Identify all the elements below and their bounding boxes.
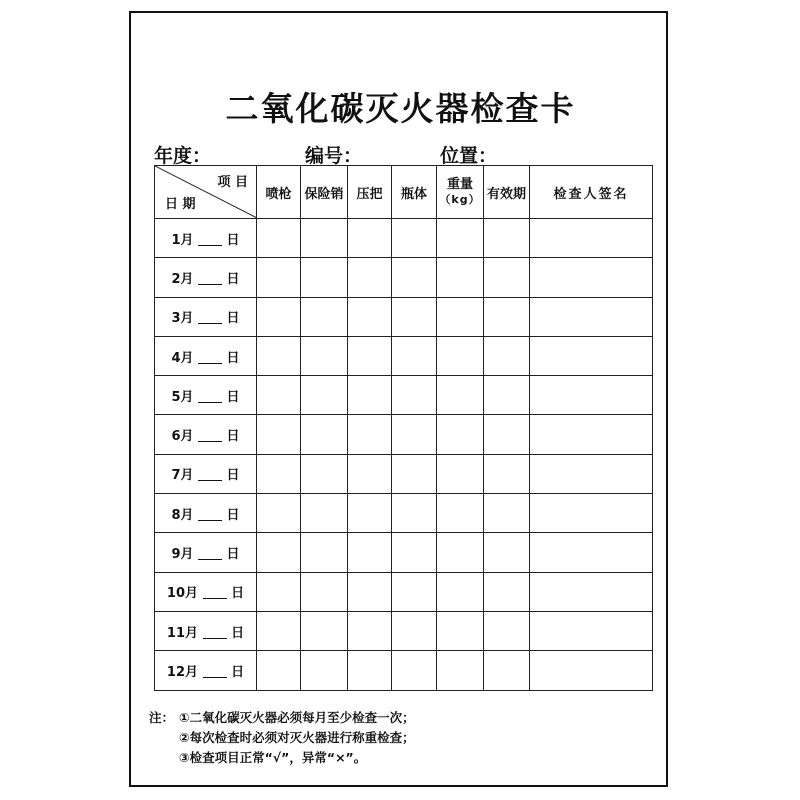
inspection-entry-cell[interactable] bbox=[530, 494, 653, 533]
year-label: 年度： bbox=[154, 145, 212, 167]
day-suffix: 日 bbox=[226, 468, 240, 484]
day-blank-line bbox=[198, 468, 222, 481]
month-date-cell bbox=[155, 336, 257, 375]
table-row bbox=[155, 258, 653, 297]
inspection-entry-cell[interactable] bbox=[301, 415, 348, 454]
inspection-entry-cell[interactable] bbox=[392, 651, 437, 690]
inspection-entry-cell[interactable] bbox=[484, 454, 530, 493]
notes-lead: 注： bbox=[149, 710, 175, 725]
note-line-1 bbox=[149, 708, 415, 728]
inspection-entry-cell[interactable] bbox=[301, 533, 348, 572]
inspection-entry-cell[interactable] bbox=[437, 258, 484, 297]
day-blank-line bbox=[203, 586, 227, 599]
inspection-card bbox=[129, 11, 668, 787]
month-date-cell bbox=[155, 611, 257, 650]
inspection-entry-cell[interactable] bbox=[348, 258, 392, 297]
table-row bbox=[155, 376, 653, 415]
inspection-entry-cell[interactable] bbox=[437, 611, 484, 650]
inspection-entry-cell[interactable] bbox=[348, 494, 392, 533]
month-label: 11月 bbox=[166, 625, 198, 641]
inspection-entry-cell[interactable] bbox=[484, 611, 530, 650]
month-date-cell bbox=[155, 258, 257, 297]
inspection-entry-cell[interactable] bbox=[484, 376, 530, 415]
column-header-inspector-signature: 检查人签名 bbox=[530, 166, 653, 219]
note-line-3 bbox=[149, 748, 415, 768]
table-row bbox=[155, 415, 653, 454]
inspection-entry-cell[interactable] bbox=[437, 376, 484, 415]
day-suffix: 日 bbox=[226, 311, 240, 327]
inspection-entry-cell[interactable] bbox=[257, 376, 301, 415]
table-header-row bbox=[155, 166, 653, 219]
month-date-cell bbox=[155, 376, 257, 415]
inspection-entry-cell[interactable] bbox=[530, 533, 653, 572]
inspection-table bbox=[154, 165, 653, 691]
inspection-entry-cell[interactable] bbox=[348, 454, 392, 493]
inspection-entry-cell[interactable] bbox=[484, 219, 530, 258]
table-row bbox=[155, 611, 653, 650]
month-label: 6月 bbox=[171, 429, 194, 445]
inspection-entry-cell[interactable] bbox=[257, 258, 301, 297]
inspection-entry-cell[interactable] bbox=[392, 494, 437, 533]
month-date-cell bbox=[155, 297, 257, 336]
inspection-entry-cell[interactable] bbox=[348, 572, 392, 611]
inspection-entry-cell[interactable] bbox=[530, 572, 653, 611]
inspection-entry-cell[interactable] bbox=[257, 454, 301, 493]
month-date-cell bbox=[155, 219, 257, 258]
day-blank-line bbox=[198, 547, 222, 560]
inspection-entry-cell[interactable] bbox=[348, 415, 392, 454]
inspection-entry-cell[interactable] bbox=[437, 219, 484, 258]
inspection-entry-cell[interactable] bbox=[392, 297, 437, 336]
month-label: 9月 bbox=[171, 547, 194, 563]
inspection-entry-cell[interactable] bbox=[437, 454, 484, 493]
inspection-entry-cell[interactable] bbox=[437, 572, 484, 611]
table-row bbox=[155, 336, 653, 375]
table-row bbox=[155, 494, 653, 533]
day-suffix: 日 bbox=[231, 586, 245, 602]
table-row bbox=[155, 651, 653, 690]
inspection-entry-cell[interactable] bbox=[301, 454, 348, 493]
inspection-entry-cell[interactable] bbox=[348, 533, 392, 572]
day-blank-line bbox=[198, 351, 222, 364]
day-blank-line bbox=[198, 233, 222, 246]
column-header-safety-pin: 保险销 bbox=[301, 166, 348, 219]
day-suffix: 日 bbox=[231, 625, 245, 641]
inspection-entry-cell[interactable] bbox=[301, 376, 348, 415]
column-header-nozzle: 喷枪 bbox=[257, 166, 301, 219]
number-label: 编号： bbox=[305, 145, 363, 167]
note-item: ②每次检查时必须对灭火器进行称重检查； bbox=[179, 730, 415, 745]
note-item: ③检查项目正常“√”，异常“×”。 bbox=[179, 750, 367, 765]
day-suffix: 日 bbox=[226, 429, 240, 445]
inspection-entry-cell[interactable] bbox=[392, 258, 437, 297]
inspection-entry-cell[interactable] bbox=[530, 651, 653, 690]
inspection-entry-cell[interactable] bbox=[392, 533, 437, 572]
table-row bbox=[155, 219, 653, 258]
inspection-entry-cell[interactable] bbox=[257, 297, 301, 336]
inspection-entry-cell[interactable] bbox=[484, 336, 530, 375]
inspection-entry-cell[interactable] bbox=[437, 415, 484, 454]
inspection-entry-cell[interactable] bbox=[392, 336, 437, 375]
inspection-entry-cell[interactable] bbox=[348, 219, 392, 258]
inspection-entry-cell[interactable] bbox=[348, 336, 392, 375]
month-label: 3月 bbox=[171, 311, 194, 327]
note-item: ①二氧化碳灭火器必须每月至少检查一次； bbox=[179, 710, 415, 725]
inspection-entry-cell[interactable] bbox=[257, 533, 301, 572]
card-title: 二氧化碳灭火器检查卡 bbox=[225, 89, 576, 128]
inspection-entry-cell[interactable] bbox=[530, 336, 653, 375]
month-date-cell bbox=[155, 415, 257, 454]
column-header-weight bbox=[437, 166, 484, 219]
inspection-entry-cell[interactable] bbox=[301, 219, 348, 258]
inspection-entry-cell[interactable] bbox=[484, 572, 530, 611]
location-label: 位置： bbox=[440, 145, 498, 167]
corner-item-label: 项 目 bbox=[217, 175, 248, 190]
column-header-expiry: 有效期 bbox=[484, 166, 530, 219]
day-suffix: 日 bbox=[226, 232, 240, 248]
inspection-entry-cell[interactable] bbox=[530, 258, 653, 297]
inspection-entry-cell[interactable] bbox=[392, 376, 437, 415]
day-suffix: 日 bbox=[226, 350, 240, 366]
day-blank-line bbox=[203, 626, 227, 639]
month-label: 4月 bbox=[171, 350, 194, 366]
month-label: 12月 bbox=[166, 664, 198, 680]
inspection-entry-cell[interactable] bbox=[437, 494, 484, 533]
month-label: 8月 bbox=[171, 507, 194, 523]
inspection-entry-cell[interactable] bbox=[348, 297, 392, 336]
day-blank-line bbox=[198, 272, 222, 285]
weight-label: 重量 bbox=[446, 177, 473, 192]
column-header-handle: 压把 bbox=[348, 166, 392, 219]
inspection-entry-cell[interactable] bbox=[301, 572, 348, 611]
month-label: 1月 bbox=[171, 232, 194, 248]
inspection-entry-cell[interactable] bbox=[484, 258, 530, 297]
day-blank-line bbox=[198, 390, 222, 403]
inspection-entry-cell[interactable] bbox=[530, 611, 653, 650]
month-date-cell bbox=[155, 651, 257, 690]
inspection-entry-cell[interactable] bbox=[348, 376, 392, 415]
inspection-entry-cell[interactable] bbox=[437, 533, 484, 572]
inspection-entry-cell[interactable] bbox=[257, 415, 301, 454]
inspection-entry-cell[interactable] bbox=[484, 494, 530, 533]
table-row bbox=[155, 454, 653, 493]
month-date-cell bbox=[155, 533, 257, 572]
inspection-entry-cell[interactable] bbox=[301, 651, 348, 690]
inspection-entry-cell[interactable] bbox=[437, 336, 484, 375]
day-suffix: 日 bbox=[226, 271, 240, 287]
table-row bbox=[155, 533, 653, 572]
month-date-cell bbox=[155, 494, 257, 533]
inspection-entry-cell[interactable] bbox=[484, 297, 530, 336]
month-label: 7月 bbox=[171, 468, 194, 484]
inspection-entry-cell[interactable] bbox=[392, 454, 437, 493]
inspection-entry-cell[interactable] bbox=[530, 297, 653, 336]
inspection-entry-cell[interactable] bbox=[257, 219, 301, 258]
inspection-entry-cell[interactable] bbox=[257, 651, 301, 690]
month-label: 10月 bbox=[166, 586, 198, 602]
inspection-entry-cell[interactable] bbox=[437, 651, 484, 690]
day-blank-line bbox=[198, 508, 222, 521]
inspection-entry-cell[interactable] bbox=[348, 651, 392, 690]
notes-block bbox=[149, 708, 415, 768]
inspection-entry-cell[interactable] bbox=[392, 415, 437, 454]
inspection-entry-cell[interactable] bbox=[348, 611, 392, 650]
inspection-entry-cell[interactable] bbox=[392, 572, 437, 611]
inspection-entry-cell[interactable] bbox=[257, 611, 301, 650]
corner-date-label: 日 期 bbox=[165, 197, 196, 212]
day-suffix: 日 bbox=[226, 389, 240, 405]
inspection-entry-cell[interactable] bbox=[301, 494, 348, 533]
inspection-entry-cell[interactable] bbox=[530, 376, 653, 415]
inspection-entry-cell[interactable] bbox=[257, 336, 301, 375]
month-label: 5月 bbox=[171, 389, 194, 405]
inspection-entry-cell[interactable] bbox=[392, 611, 437, 650]
inspection-entry-cell[interactable] bbox=[484, 415, 530, 454]
inspection-entry-cell[interactable] bbox=[257, 572, 301, 611]
inspection-entry-cell[interactable] bbox=[392, 219, 437, 258]
month-date-cell bbox=[155, 572, 257, 611]
table-row bbox=[155, 572, 653, 611]
day-blank-line bbox=[198, 311, 222, 324]
inspection-entry-cell[interactable] bbox=[257, 494, 301, 533]
inspection-entry-cell[interactable] bbox=[301, 611, 348, 650]
day-suffix: 日 bbox=[231, 664, 245, 680]
column-header-cylinder: 瓶体 bbox=[392, 166, 437, 219]
day-suffix: 日 bbox=[226, 507, 240, 523]
inspection-entry-cell[interactable] bbox=[530, 454, 653, 493]
month-date-cell bbox=[155, 454, 257, 493]
corner-header-cell bbox=[155, 166, 257, 219]
table-row bbox=[155, 297, 653, 336]
inspection-entry-cell[interactable] bbox=[301, 297, 348, 336]
month-label: 2月 bbox=[171, 271, 194, 287]
inspection-entry-cell[interactable] bbox=[484, 533, 530, 572]
inspection-entry-cell[interactable] bbox=[484, 651, 530, 690]
day-blank-line bbox=[198, 429, 222, 442]
day-blank-line bbox=[203, 665, 227, 678]
day-suffix: 日 bbox=[226, 547, 240, 563]
inspection-entry-cell[interactable] bbox=[530, 415, 653, 454]
inspection-entry-cell[interactable] bbox=[301, 258, 348, 297]
inspection-entry-cell[interactable] bbox=[530, 219, 653, 258]
inspection-entry-cell[interactable] bbox=[437, 297, 484, 336]
note-line-2 bbox=[149, 728, 415, 748]
weight-unit: （kg） bbox=[439, 193, 481, 206]
inspection-entry-cell[interactable] bbox=[301, 336, 348, 375]
